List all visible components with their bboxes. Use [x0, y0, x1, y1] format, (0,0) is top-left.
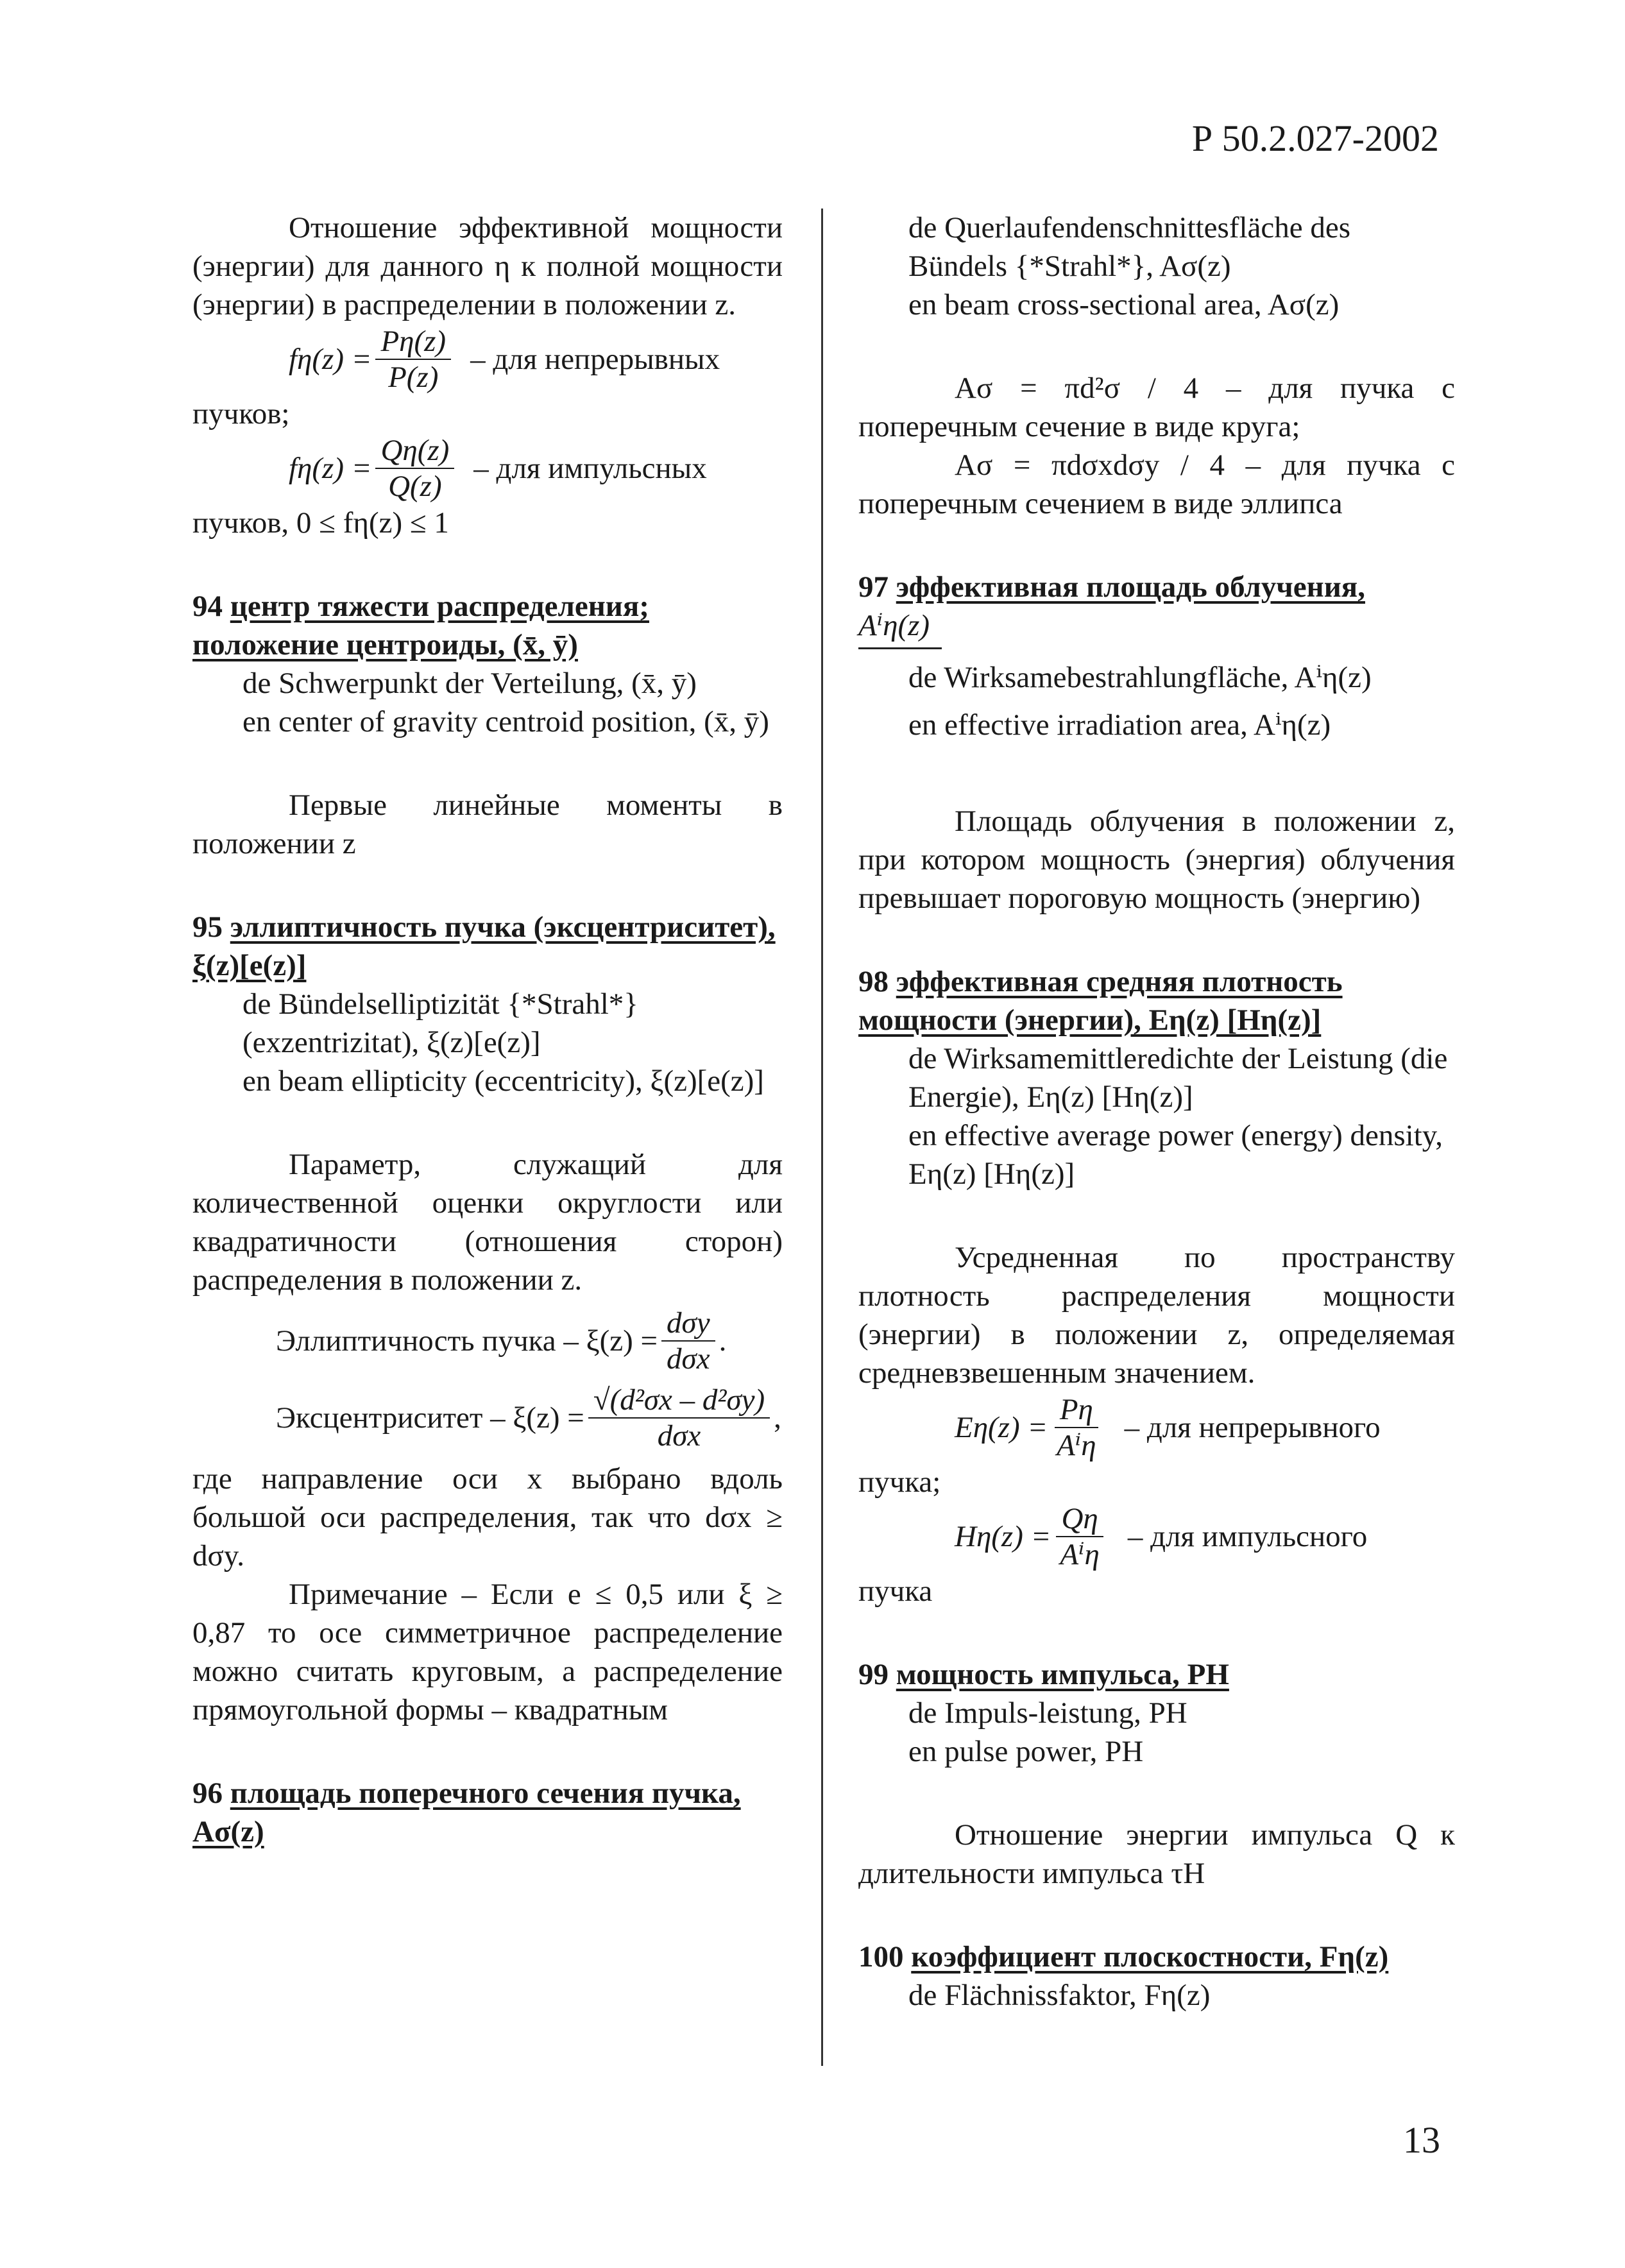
standard-number: Р 50.2.027-2002 [1191, 117, 1439, 159]
entry-95-de: de Bündelselliptizität {*Strahl*} (exzentrizitat), ξ(z)[e(z)] [242, 987, 638, 1059]
entry-98-heading [858, 962, 1455, 1039]
formula-fraction [588, 1383, 770, 1453]
term-underline [858, 647, 942, 649]
entry-99-heading [858, 1655, 1455, 1694]
entry-98-definition: Усредненная по пространству плотность распределения мощности (энергии) в положении z, определяемая средневзвешенным значением. [858, 1241, 1455, 1390]
formula-E [955, 1392, 1455, 1463]
entry-97-en: en effective irradiation area, Aⁱη(z) [908, 708, 1331, 742]
entry-term: эффективная площадь облучения, [896, 570, 1365, 604]
entry-100-de: de Flächnissfaktor, Fη(z) [908, 1979, 1211, 2012]
entry-term: мощность импульса, PH [896, 1658, 1229, 1691]
entry-97-symbol: Aⁱη(z) [858, 609, 930, 642]
entry-term: коэффициент плоскостности, Fη(z) [911, 1940, 1389, 1974]
axis-paragraph: где направление оси x выбрано вдоль большой оси распределения, так что dσx ≥ dσy. [192, 1462, 783, 1573]
formula-lhs: Eη(z) = [955, 1411, 1048, 1444]
fraction-denominator: Aⁱη [1060, 1538, 1100, 1571]
entry-98-de: de Wirksamemittleredichte der Leistung (die Energie), Eη(z) [Hη(z)] [908, 1042, 1448, 1114]
right-column [858, 209, 1455, 2015]
entry-99-en: en pulse power, PH [908, 1735, 1144, 1768]
entry-94-heading [192, 587, 783, 664]
formula-f-pulse [289, 433, 783, 504]
entry-94-en: en center of gravity centroid position, (x̄, ȳ) [242, 705, 769, 738]
entry-95-note: Примечание – Если e ≤ 0,5 или ξ ≥ 0,87 то осе симметричное распределение можно считать круговым, а распределение прямоугольной формы – квадратным [192, 1578, 783, 1727]
fraction-denominator: Aⁱη [1057, 1429, 1096, 1462]
page-number: 13 [1403, 2119, 1440, 2161]
fraction-numerator: Pη(z) [375, 324, 451, 360]
entry-96-en: en beam cross-sectional area, Aσ(z) [908, 288, 1340, 321]
entry-number: 99 [858, 1658, 889, 1691]
entry-97-heading [858, 568, 1455, 606]
formula-tail: пучка [858, 1574, 933, 1608]
formula-end: , [774, 1401, 781, 1435]
entry-96-heading [192, 1774, 783, 1851]
entry-97-definition: Площадь облучения в положении z, при котором мощность (энергия) облучения превышает пороговую мощность (энергию) [858, 805, 1455, 915]
formula-lhs: fη(z) = [289, 452, 372, 485]
formula-lhs: Эксцентриситет – ξ(z) = [276, 1401, 584, 1435]
fraction-denominator: dσx [667, 1342, 710, 1376]
entry-97-de: de Wirksamebestrahlungfläche, Aⁱη(z) [908, 661, 1372, 694]
formula-f-continuous [289, 324, 783, 395]
entry-term: эллиптичность пучка (эксцентриситет), ξ(z)[e(z)] [192, 910, 776, 982]
entry-99-de: de Impuls-leistung, PH [908, 1696, 1187, 1730]
formula-tail: пучков, 0 ≤ fη(z) ≤ 1 [192, 506, 449, 540]
entry-number: 100 [858, 1940, 904, 1974]
formula-fraction [375, 433, 454, 504]
fraction-denominator: P(z) [388, 361, 439, 394]
formula-fraction [1055, 1501, 1104, 1572]
entry-95-en: en beam ellipticity (eccentricity), ξ(z)[e(z)] [242, 1064, 764, 1098]
formula-fraction [661, 1306, 715, 1376]
fraction-numerator: Qη [1056, 1501, 1103, 1537]
formula-lhs: Hη(z) = [955, 1520, 1051, 1553]
formula-description: – для импульсного [1127, 1520, 1368, 1553]
formula-fraction [375, 324, 451, 395]
entry-94-de: de Schwerpunkt der Verteilung, (x̄, ȳ) [242, 667, 697, 700]
entry-number: 95 [192, 910, 223, 944]
formula-ellipticity [276, 1306, 783, 1376]
formula-description: – для импульсных [473, 452, 707, 485]
formula-fraction [1051, 1392, 1101, 1463]
formula-description: – для непрерывного [1124, 1411, 1381, 1444]
entry-term: площадь поперечного сечения пучка, Aσ(z) [192, 1777, 741, 1848]
entry-number: 94 [192, 590, 223, 623]
entry-95-heading [192, 908, 783, 985]
formula-H [955, 1501, 1455, 1572]
entry-99-definition: Отношение энергии импульса Q к длительности импульса τH [858, 1818, 1455, 1890]
formula-lhs: Эллиптичность пучка – ξ(z) = [276, 1324, 658, 1358]
entry-96-formula-ellipse: Aσ = πdσxdσy / 4 – для пучка с поперечным сечением в виде эллипса [858, 448, 1455, 520]
fraction-denominator: Q(z) [388, 470, 442, 503]
entry-term: центр тяжести распределения; положение центроиды, (x̄, ȳ) [192, 590, 649, 661]
entry-number: 97 [858, 570, 889, 604]
formula-lhs: fη(z) = [289, 343, 372, 376]
column-divider [821, 209, 823, 2066]
formula-eccentricity [276, 1383, 783, 1453]
left-column [192, 209, 783, 1851]
formula-end: . [719, 1324, 727, 1358]
entry-number: 96 [192, 1777, 223, 1810]
formula-description: – для непрерывных [470, 343, 720, 376]
fraction-denominator: dσx [657, 1419, 701, 1453]
entry-number: 98 [858, 965, 889, 998]
entry-95-definition: Параметр, служащий для количественной оценки округлости или квадратичности (отношения сторон) распределения в положении z. [192, 1148, 783, 1297]
entry-96-formula-circle: Aσ = πd²σ / 4 – для пучка с поперечным сечение в виде круга; [858, 371, 1455, 443]
fraction-numerator: dσy [661, 1306, 715, 1342]
fraction-numerator: √(d²σx – d²σy) [588, 1383, 770, 1419]
fraction-numerator: Qη(z) [375, 433, 454, 469]
fraction-numerator: Pη [1055, 1392, 1098, 1428]
intro-paragraph: Отношение эффективной мощности (энергии) для данного η к полной мощности (энергии) в распределении в положении z. [192, 211, 783, 321]
entry-96-de: de Querlaufendenschnittesfläche des Bündels {*Strahl*}, Aσ(z) [908, 211, 1351, 283]
entry-94-definition: Первые линейные моменты в положении z [192, 789, 783, 860]
formula-tail: пучков; [192, 397, 290, 431]
formula-tail: пучка; [858, 1465, 941, 1499]
entry-term: эффективная средняя плотность мощности (энергии), Eη(z) [Hη(z)] [858, 965, 1343, 1037]
entry-100-heading [858, 1938, 1455, 1976]
entry-98-en: en effective average power (energy) density, Eη(z) [Hη(z)] [908, 1119, 1443, 1191]
